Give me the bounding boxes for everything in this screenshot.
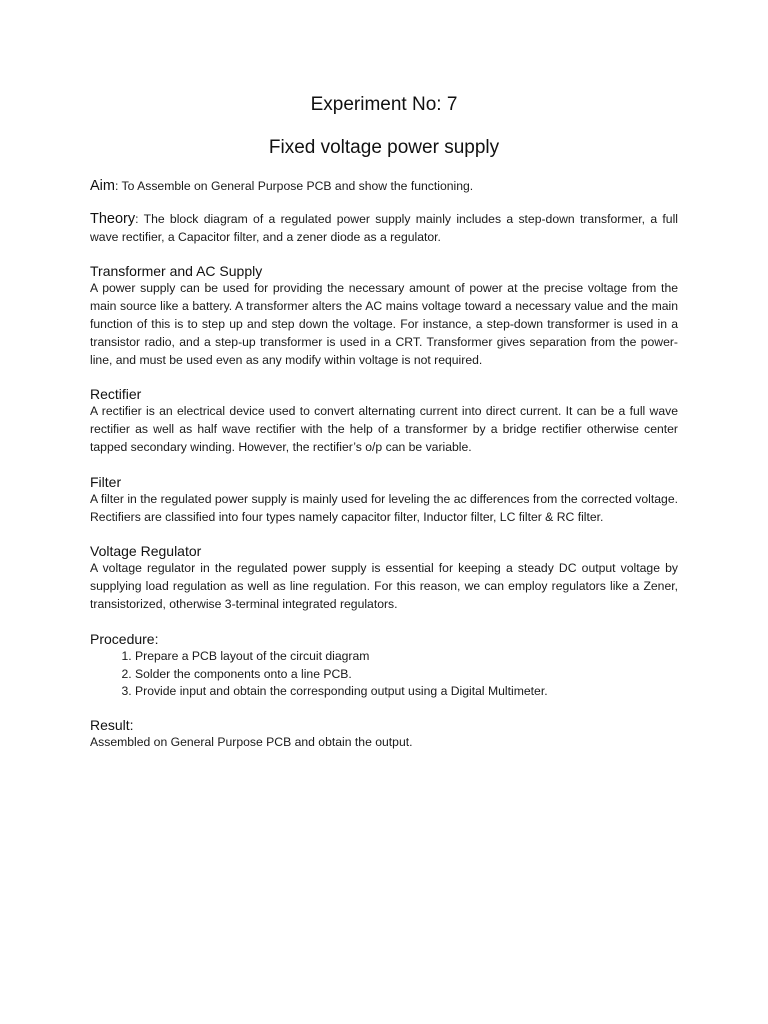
theory-label: Theory (90, 210, 136, 227)
experiment-title: Experiment No: 7 (310, 94, 458, 115)
regulator-heading: Voltage Regulator (90, 543, 202, 560)
document-page (90, 92, 678, 752)
transformer-heading: Transformer and AC Supply (90, 263, 263, 280)
rectifier-heading: Rectifier (90, 386, 142, 403)
procedure-heading: Procedure: (90, 630, 159, 647)
procedure-list (90, 648, 678, 701)
theory-paragraph (90, 211, 678, 247)
aim-text: : To Assemble on General Purpose PCB and show the functioning. (114, 179, 474, 193)
result-text: Assembled on General Purpose PCB and obtain the output. (90, 735, 413, 750)
procedure-step: 2. Solder the components onto a line PCB. (135, 666, 678, 684)
transformer-body: A power supply can be used for providing the necessary amount of power at the precise voltage from the main source like a battery. A transformer alters the AC mains voltage toward a necessary value and the main function of this is to step up and step down the voltage. For instance, a step-down transformer is used in a transistor radio, and a step-up transformer is used in a CRT. Transformer gives separation from the power-line, and must be used even as any modify within voltage is not required. (90, 281, 678, 367)
theory-text: : The block diagram of a regulated power supply mainly includes a step-down transformer, a full wave rectifier, a Capacitor filter, and a zener diode as a regulator. (90, 211, 678, 244)
experiment-subtitle: Fixed voltage power supply (268, 137, 500, 158)
filter-body: A filter in the regulated power supply is mainly used for leveling the ac differences from the corrected voltage. Rectifiers are classified into four types namely capacitor filter, Inductor filter, LC filter & RC filter. (90, 491, 678, 524)
regulator-body: A voltage regulator in the regulated power supply is essential for keeping a steady DC output voltage by supplying load regulation as well as line regulation. For this reason, we can employ regulators like a Zener, transistorized, otherwise 3-terminal integrated regulators. (90, 561, 678, 611)
procedure-step: 3. Provide input and obtain the corresponding output using a Digital Multimeter. (135, 683, 678, 701)
aim-label: Aim (90, 178, 115, 194)
filter-heading: Filter (90, 473, 122, 490)
result-heading: Result: (90, 717, 134, 734)
aim-paragraph (90, 178, 678, 196)
rectifier-body: A rectifier is an electrical device used to convert alternating current into direct current. It can be a full wave rectifier as well as half wave rectifier with the help of a transformer by a bridge rectifier otherwise center tapped secondary winding. However, the rectifier’s o/p can be variable. (90, 404, 678, 454)
procedure-step: 1. Prepare a PCB layout of the circuit diagram (135, 648, 678, 666)
